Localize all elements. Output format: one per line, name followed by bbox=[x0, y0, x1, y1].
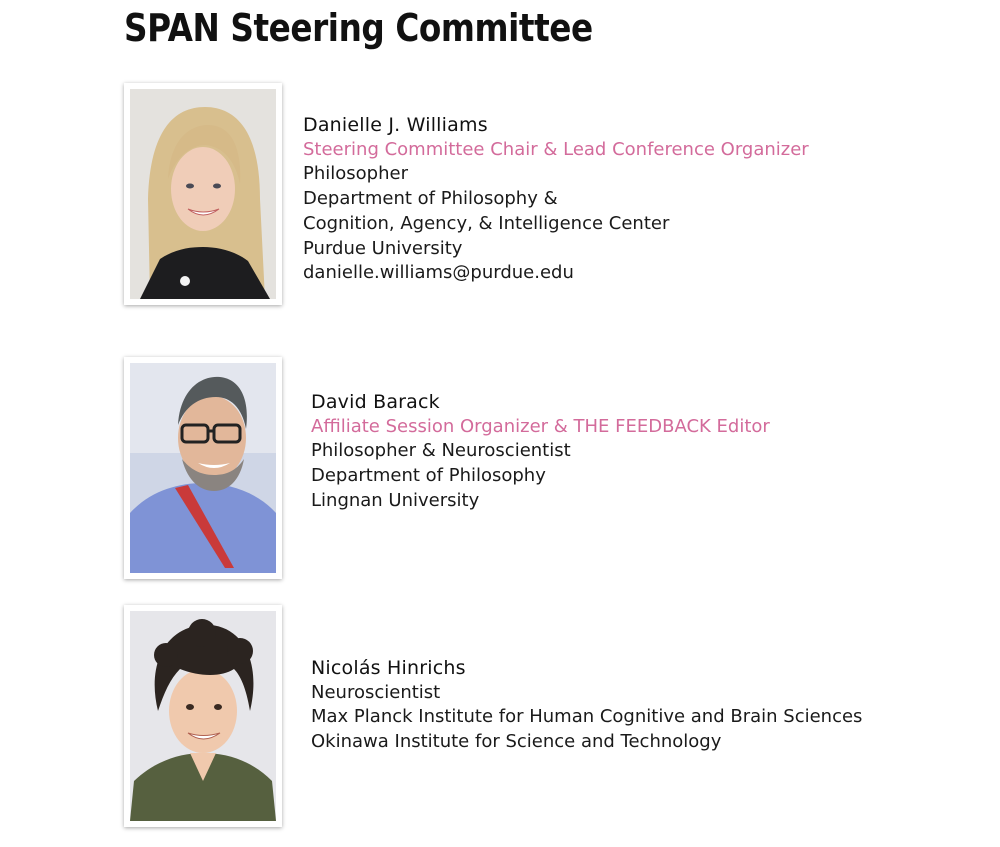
member-university: Lingnan University bbox=[311, 489, 480, 511]
member-email: danielle.williams@purdue.edu bbox=[303, 262, 574, 284]
member-role: Steering Committee Chair & Lead Conference Organizer bbox=[303, 138, 809, 160]
portrait-photo-man-glasses bbox=[130, 363, 276, 573]
member-department: Department of Philosophy & bbox=[303, 188, 558, 210]
member-university: Purdue University bbox=[303, 237, 463, 259]
member-photo bbox=[124, 357, 282, 579]
member-photo bbox=[124, 605, 282, 827]
member-name: Danielle J. Williams bbox=[303, 114, 488, 136]
member-institute: Max Planck Institute for Human Cognitive and Brain Sciences bbox=[311, 706, 863, 728]
member-department: Department of Philosophy bbox=[311, 465, 546, 487]
member-center: Cognition, Agency, & Intelligence Center bbox=[303, 212, 670, 234]
member-name: David Barack bbox=[311, 391, 440, 413]
member-card-nicolas-hinrichs bbox=[311, 656, 862, 755]
member-title: Neuroscientist bbox=[311, 681, 441, 703]
member-card-danielle-williams bbox=[303, 113, 809, 286]
portrait-photo-man-curly-hair bbox=[130, 611, 276, 821]
member-title: Philosopher bbox=[303, 163, 408, 185]
member-role: Affiliate Session Organizer & THE FEEDBACK Editor bbox=[311, 415, 770, 437]
member-name: Nicolás Hinrichs bbox=[311, 657, 466, 679]
member-card-david-barack bbox=[311, 390, 770, 514]
member-institute: Okinawa Institute for Science and Technology bbox=[311, 731, 722, 753]
member-photo bbox=[124, 83, 282, 305]
member-title: Philosopher & Neuroscientist bbox=[311, 440, 571, 462]
page-title: SPAN Steering Committee bbox=[124, 6, 593, 50]
portrait-photo-woman bbox=[130, 89, 276, 299]
